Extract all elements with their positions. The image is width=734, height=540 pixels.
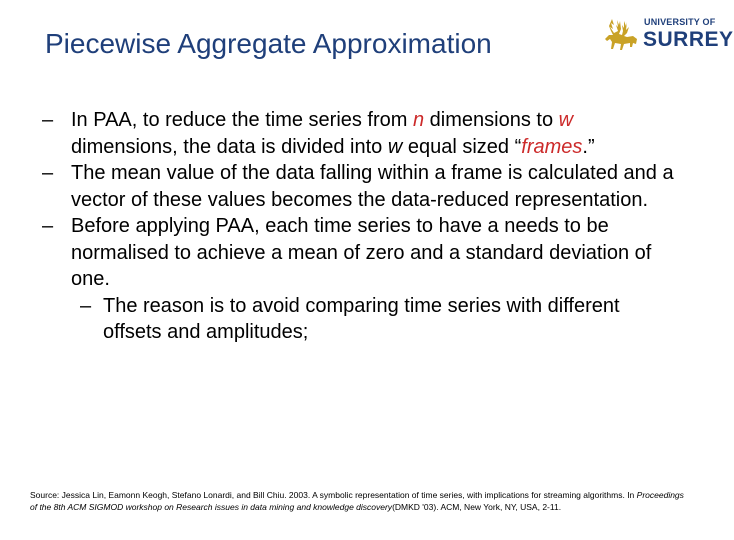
university-logo bbox=[602, 14, 734, 56]
bullet-item bbox=[42, 213, 682, 293]
italic-w: w bbox=[387, 135, 403, 158]
bullet-text: .” bbox=[582, 135, 595, 158]
bullet-text: dimensions to bbox=[424, 109, 559, 131]
bullet-dash: – bbox=[42, 162, 54, 184]
bullet-dash: – bbox=[42, 109, 54, 131]
logo-text-large: SURREY bbox=[643, 28, 734, 51]
citation-text: Source: Jessica Lin, Eamonn Keogh, Stefano Lonardi, and Bill Chiu. 2003. A symbolic representation of time series, with implications for streaming algorithms. In bbox=[30, 490, 637, 500]
emphasis-frames: frames bbox=[521, 135, 583, 158]
bullet-text: Before applying PAA, each time series to have a needs to be normalised to achieve a mean of zero and a standard deviation of one. bbox=[71, 215, 652, 290]
citation-venue: Proceedings of the 8th ACM SIGMOD workshop on Research issues in data mining and knowledge discovery bbox=[30, 490, 684, 512]
source-citation bbox=[30, 490, 690, 513]
bullet-dash: – bbox=[80, 294, 92, 317]
bullet-item bbox=[42, 107, 682, 160]
emphasis-n: n bbox=[413, 109, 425, 131]
sub-bullet-item bbox=[42, 293, 682, 346]
slide-title: Piecewise Aggregate Approximation bbox=[45, 28, 492, 59]
bullet-text: dimensions, the data is divided into bbox=[71, 135, 388, 158]
bullet-dash: – bbox=[42, 215, 54, 237]
stag-icon bbox=[602, 17, 640, 53]
bullet-list bbox=[42, 107, 682, 346]
emphasis-w: w bbox=[558, 109, 574, 131]
sub-bullet-text: The reason is to avoid comparing time series with different offsets and amplitudes; bbox=[103, 294, 620, 343]
logo-text-small: UNIVERSITY OF bbox=[644, 17, 716, 27]
bullet-text: equal sized “ bbox=[402, 135, 522, 158]
bullet-item bbox=[42, 160, 682, 213]
bullet-text: In PAA, to reduce the time series from bbox=[71, 109, 413, 131]
bullet-text: The mean value of the data falling within a frame is calculated and a vector of these values becomes the data-reduced representation. bbox=[71, 162, 674, 211]
citation-text: (DMKD '03). ACM, New York, NY, USA, 2-11. bbox=[392, 501, 562, 512]
